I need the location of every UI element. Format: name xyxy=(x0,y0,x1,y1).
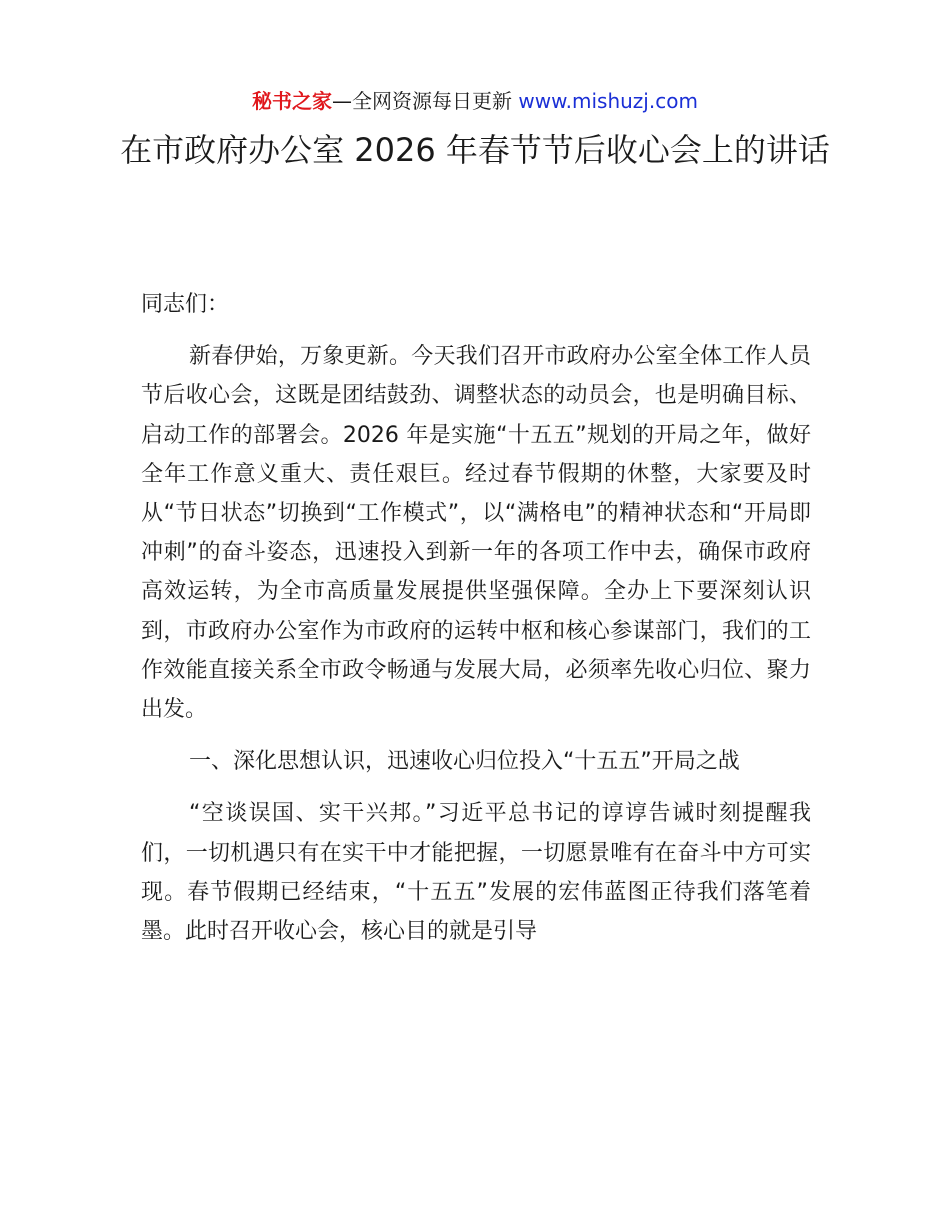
site-header xyxy=(0,86,950,116)
site-url-link[interactable]: www.mishuzj.com xyxy=(518,89,698,113)
document-title: 在市政府办公室 2026 年春节节后收心会上的讲话 xyxy=(120,131,830,169)
header-tagline: —全网资源每日更新 xyxy=(332,89,519,113)
brand-name: 秘书之家 xyxy=(252,89,333,113)
salutation: 同志们： xyxy=(141,292,230,317)
body-paragraph: 新春伊始，万象更新。今天我们召开市政府办公室全体工作人员节后收心会，这既是团结鼓劲、调整状态的动员会，也是明确目标、启动工作的部署会。2026 年是实施“十五五”规划的开局之年，做好全年工作意义重大、责任艰巨。经过春节假期的休整，大家要及时从“节日状态”切换到“工作模式”，以“满格电”的精神状态和“开局即冲刺”的奋斗姿态，迅速投入到新一年的各项工作中去，确保市政府高效运转，为全市高质量发展提供坚强保障。全办上下要深刻认识到，市政府办公室作为市政府的运转中枢和核心参谋部门，我们的工作效能直接关系全市政令畅通与发展大局，必须率先收心归位、聚力出发。 xyxy=(141,344,811,723)
document-body xyxy=(141,285,811,964)
body-paragraph: “空谈误国、实干兴邦。”习近平总书记的谆谆告诫时刻提醒我们，一切机遇只有在实干中才能把握，一切愿景唯有在奋斗中方可实现。春节假期已经结束，“十五五”发展的宏伟蓝图正待我们落笔着墨。此时召开收心会，核心目的就是引导 xyxy=(141,801,811,945)
section-heading: 一、深化思想认识，迅速收心归位投入“十五五”开局之战 xyxy=(189,749,740,775)
